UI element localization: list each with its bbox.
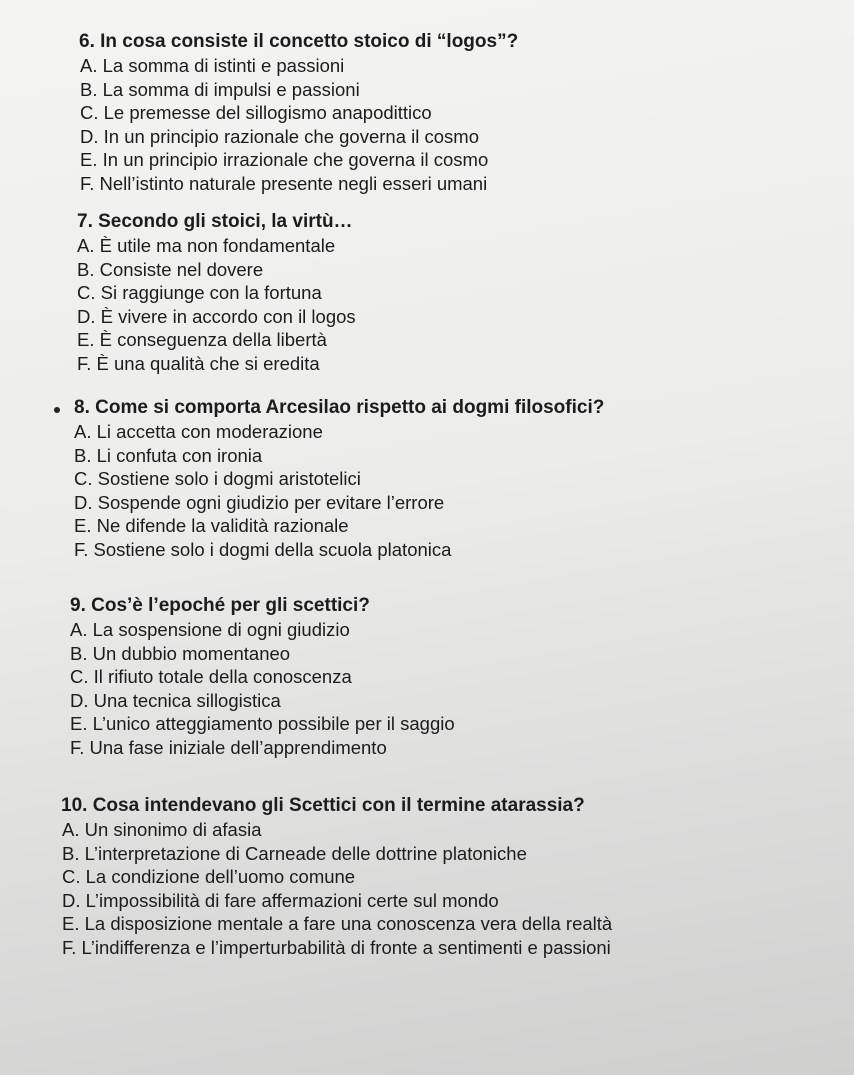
option-b: B. La somma di impulsi e passioni xyxy=(80,78,360,100)
option-d: D. È vivere in accordo con il logos xyxy=(77,305,356,327)
question-7 xyxy=(0,210,840,375)
question-6 xyxy=(0,30,840,195)
question-title: 10. Cosa intendevano gli Scettici con il termine atarassia? xyxy=(61,795,585,816)
option-e: E. In un principio irrazionale che governa il cosmo xyxy=(80,149,489,170)
question-10 xyxy=(0,794,840,959)
option-f: F. Sostiene solo i dogmi della scuola platonica xyxy=(74,538,452,560)
option-a: A. Un sinonimo di afasia xyxy=(62,819,262,840)
question-8 xyxy=(0,396,840,561)
option-e: E. È conseguenza della libertà xyxy=(77,329,327,350)
option-f: F. L’indifferenza e l’imperturbabilità di fronte a sentimenti e passioni xyxy=(62,936,611,958)
question-title: 6. In cosa consiste il concetto stoico di “logos”? xyxy=(79,31,519,52)
option-e: E. La disposizione mentale a fare una conoscenza vera della realtà xyxy=(62,913,613,934)
option-a: A. È utile ma non fondamentale xyxy=(77,235,336,256)
option-a: A. La sospensione di ogni giudizio xyxy=(70,619,350,640)
option-b: B. Consiste nel dovere xyxy=(77,258,264,280)
question-9 xyxy=(0,594,840,759)
option-d: D. In un principio razionale che governa il cosmo xyxy=(80,125,479,147)
pen-mark-dot xyxy=(54,407,60,413)
question-title: 7. Secondo gli stoici, la virtù… xyxy=(77,211,353,232)
option-a: A. La somma di istinti e passioni xyxy=(80,55,345,76)
option-f: F. Una fase iniziale dell’apprendimento xyxy=(70,736,387,758)
option-f: F. È una qualità che si eredita xyxy=(77,352,320,374)
option-b: B. L’interpretazione di Carneade delle dottrine platoniche xyxy=(62,842,527,864)
option-b: B. Un dubbio momentaneo xyxy=(70,642,291,664)
option-f: F. Nell’istinto naturale presente negli esseri umani xyxy=(80,172,488,194)
option-c: C. Si raggiunge con la fortuna xyxy=(77,282,322,303)
option-c: C. Il rifiuto totale della conoscenza xyxy=(70,666,352,687)
question-title: 8. Come si comporta Arcesilao rispetto ai dogmi filosofici? xyxy=(74,397,605,418)
option-e: E. Ne difende la validità razionale xyxy=(74,515,349,536)
option-c: C. Le premesse del sillogismo anapodittico xyxy=(80,102,432,123)
option-c: C. Sostiene solo i dogmi aristotelici xyxy=(74,468,361,489)
option-a: A. Li accetta con moderazione xyxy=(74,421,323,442)
option-e: E. L’unico atteggiamento possibile per il saggio xyxy=(70,713,455,734)
option-c: C. La condizione dell’uomo comune xyxy=(62,866,356,887)
option-d: D. Una tecnica sillogistica xyxy=(70,689,281,711)
option-d: D. Sospende ogni giudizio per evitare l’errore xyxy=(74,491,445,513)
option-d: D. L’impossibilità di fare affermazioni certe sul mondo xyxy=(62,889,499,911)
question-title: 9. Cos’è l’epoché per gli scettici? xyxy=(70,595,370,616)
option-b: B. Li confuta con ironia xyxy=(74,444,263,466)
